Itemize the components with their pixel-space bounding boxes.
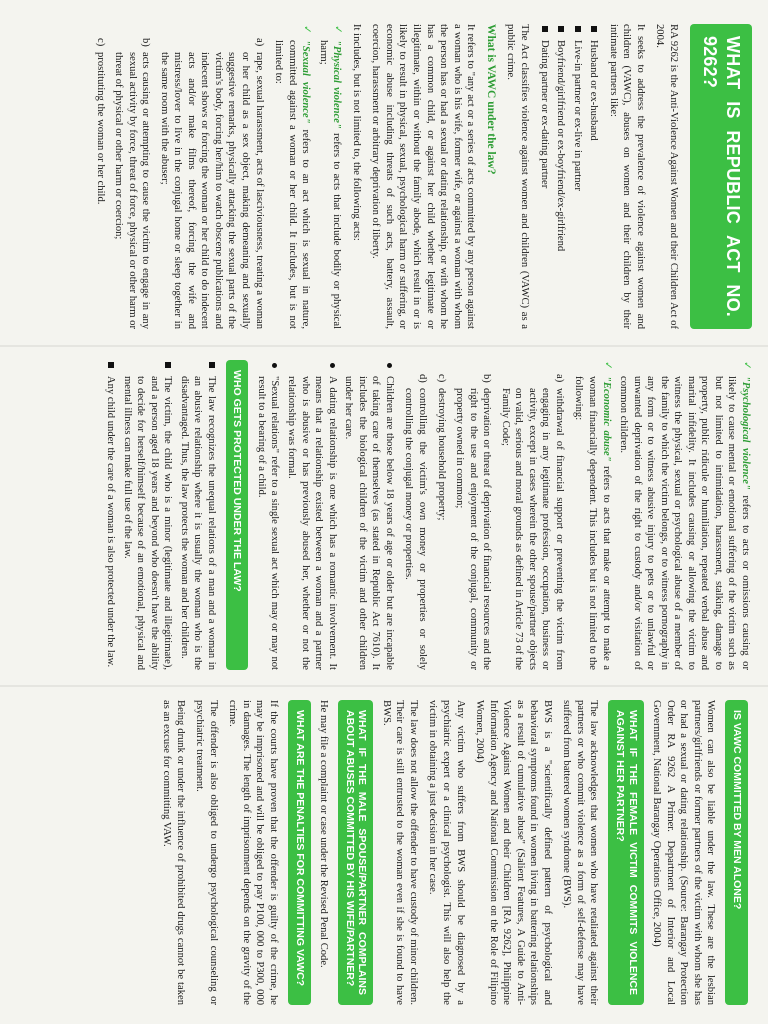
list-item: ✓ "Sexual violence" refers to an act which is sexual in nature, committed against a woman or her child. It includes, but is not limited to:	[273, 25, 314, 329]
list-item: b) deprivation or threat of deprivation of financial resources and the right to the use and enjoyment of the conjugal, community or property owned in common;	[454, 374, 493, 670]
list-item: Dating partner or ex-dating partner	[537, 24, 551, 329]
counseling-text: The offender is also obliged to undergo psychological counseling or psychiatric treatment.	[194, 700, 219, 1005]
bws-definition: BWS is a "scientifically defined pattern of psychological and behavioral symptoms found in women living in battering relationships as a result of cumulative abuse" (Salient Features, A Guide to Anti-Violence Against Women and their Children [RA 9262], Philippine Information Agency and National Commission on the Role of Filipino Women, 2004)	[474, 700, 553, 1005]
list-item: ✓ "Physical violence" refers to acts that include bodily or physical harm;	[317, 25, 345, 329]
custody-text: The law does not allow the offender to have custody of minor children. Their care is still entrusted to the woman even if she is found to have BWS.	[380, 700, 419, 1005]
penalties-banner: WHAT ARE THE PENALTIES FOR COMMITTING VAWC?	[288, 700, 311, 1005]
penalties-text: If the courts have proven that the offender is guilty of the crime, he may be imprisoned and will be obliged to pay P100, 000 to P300, 000 in damages. The length of imprisonment depends on the gravity of the crime.	[227, 700, 279, 1005]
acts-list-continued	[572, 360, 752, 670]
square-bullet-icon	[558, 26, 564, 32]
square-bullet-icon	[542, 26, 548, 32]
vawc-definition: It refers to "any act or a series of acts committed by any person against a woman who is his wife, former wife, or against a woman with whom the person has or had a sexual or dating relationship, or with whom he has a common child, or against her child whether legitimate or illegitimate, within or without the family abode, which result in or is likely to result in physical, sexual, psychological harm or suffering, or economic abuse including threats of such acts, battery, assault, coercion, harassment or arbitrary deprivation of liberty.	[370, 24, 477, 329]
square-bullet-icon	[575, 26, 581, 32]
female-victim-text: The law acknowledges that women who have retaliated against their partners or who commit violence as a form of self-defense may have suffered from battered women syndrome (BWS).	[561, 700, 600, 1005]
male-complaint-banner: WHAT IF THE MALE SPOUSE/PARTNER COMPLAINS ABOUT ABUSES COMMITTED BY HIS WIFE/PARTNER?	[338, 700, 373, 1005]
protected-banner: WHO GETS PROTECTED UNDER THE LAW?	[226, 360, 249, 670]
column-1	[10, 24, 752, 329]
list-item: ✓ "Psychological violence" refers to acts or omissions causing or likely to cause mental or emotional suffering of the victim such as but not limited to intimidation, harassment, stalking, damage to property, public ridicule or humiliation, repeated verbal abuse and marital infidelity. It includes causing or allowing the victim to witness the physical, sexual or psychological abuse of a member of the family to which the victim belongs, or to witness pornography in any form or to witness abusive injury to pets or to unlawful or unwanted deprivation of the right to custody and/or visitation of common children.	[618, 361, 753, 670]
check-icon: ✓	[301, 25, 314, 34]
square-bullet-icon	[591, 26, 597, 32]
main-title: WHAT IS REPUBLIC ACT NO. 9262?	[690, 24, 752, 329]
list-item: c) destroying household property;	[435, 374, 447, 521]
dot-bullet-icon	[273, 363, 278, 368]
seeks-text: It seeks to address the prevalence of violence against women and children (VAWC), abuses on women and their children by their intimate partners like:	[607, 24, 646, 329]
square-bullet-icon	[108, 362, 114, 368]
list-item: d) controlling the victim's own money or properties or solely controlling the conjugal money or properties.	[403, 374, 428, 670]
column-2	[10, 360, 752, 670]
list-item: b) acts causing or attempting to cause the victim to engage in any sexual activity by force, threat of force, physical or other harm or threat of physical or other harm or coercion;	[113, 38, 152, 329]
fold-line	[0, 685, 768, 687]
fold-line	[0, 345, 768, 347]
column-3	[10, 700, 752, 1005]
female-victim-banner: WHAT IF THE FEMALE VICTIM COMMITS VIOLENCE AGAINST HER PARTNER?	[608, 700, 643, 1005]
men-alone-banner: IS VAWC COMMITTED BY MEN ALONE?	[725, 700, 748, 1005]
economic-abuse-list	[402, 360, 566, 670]
list-item: Children are those below 18 years of age or older but are incapable of taking care of themselves (as stated in Republic Act 7610). It includes the biological children of the victim and other children under her care.	[342, 360, 396, 670]
list-item: The law recognizes the unequal relations of a man and a woman in an abusive relationship where it is usually the woman who is the disadvantaged. Thus, the law protects the woman and her children.	[177, 360, 218, 670]
list-item: ✓ "Economic abuse" refers to acts that make or attempt to make a woman financially dependent. This includes but is not limited to the following:	[573, 361, 614, 670]
list-item: a) withdrawal of financial support or preventing the victim from engaging in any legitimate profession, occupation, business or activity, except in cases wherein the other spouse/partner objects on valid, serious and moral grounds as defined in Article 73 of the Family Code;	[499, 374, 565, 670]
list-item: A dating relationship is one which has a romantic involvement. It means that a relationship existed between a woman and a partner who is abusive or has previously abused her, whether or not the relationship was formal.	[285, 360, 339, 670]
list-item: Any child under the care of a woman is also protected under the law.	[103, 360, 117, 670]
bws-diagnosis: Any victim who suffers from BWS should be diagnosed by a psychiatric expert or a clinical psychologist. This will also help the victim in obtaining a just decision in her case.	[427, 700, 466, 1005]
dot-bullet-icon	[387, 363, 392, 368]
includes-text: It includes, but is not limited to, the following acts:	[350, 24, 362, 241]
protected-list	[103, 360, 217, 670]
no-excuse-text: Being drunk or under the influence of prohibited drugs cannot be taken as an excuse for committing VAW.	[161, 700, 186, 1005]
public-crime-text: The Act classifies violence against women and children (VAWC) as a public crime.	[505, 24, 531, 329]
square-bullet-icon	[209, 362, 215, 368]
check-icon: ✓	[332, 25, 345, 34]
men-alone-text: Women can also be liable under the law. These are the lesbian partners/girlfriends or former partners of the victim with whom she has or had a sexual or dating relationship. (Source: Barangay Protection Order RA 9262 A Primer. Department of Interior and Local Government, National Barangay Operations Office, 2004)	[651, 700, 717, 1005]
intro-text: RA 9262 is the Anti-Violence Against Women and their Children Act of 2004.	[654, 24, 679, 329]
square-bullet-icon	[165, 362, 171, 368]
partner-list	[537, 24, 600, 329]
list-item: "Sexual relations" refer to a single sexual act which may or may not result to a bearing of a child.	[254, 360, 281, 670]
list-item: The victim, the child who is a minor (legitimate and illegitimate), and a person aged 18 years and beyond who doesn't have the ability to decide for herself/himself because of an emotional, physical and mental illness can make full use of the law.	[120, 360, 174, 670]
list-item: a) rape, sexual harassment, acts of lasciviousness, treating a woman or her child as a sex object, making demeaning and sexually suggestive remarks, physically attacking the sexual parts of the victim's body, forcing her/him to watch obscene publications and indecent shows or forcing the woman or her child to do indecent acts and/or make films thereof, forcing the wife and mistress/lover to live in the conjugal home or sleep together in the same room with the abuser;	[158, 38, 265, 329]
acts-list	[272, 24, 344, 329]
check-icon: ✓	[741, 361, 753, 370]
male-complaint-text: He may file a complaint or case under the Revised Penal Code.	[318, 700, 330, 968]
definition-notes	[254, 360, 395, 670]
sexual-violence-list	[93, 24, 266, 329]
list-item: Boyfriend/girlfriend or ex-boyfriend/ex-girlfriend	[554, 24, 568, 329]
vawc-subhead: What is VAWC under the law?	[484, 24, 497, 175]
dot-bullet-icon	[330, 363, 335, 368]
list-item: c) prostituting the woman or her child.	[94, 38, 106, 205]
list-item: Live-in partner or ex-live in partner	[570, 24, 584, 329]
check-icon: ✓	[601, 361, 614, 370]
list-item: Husband or ex-husband	[587, 24, 601, 329]
